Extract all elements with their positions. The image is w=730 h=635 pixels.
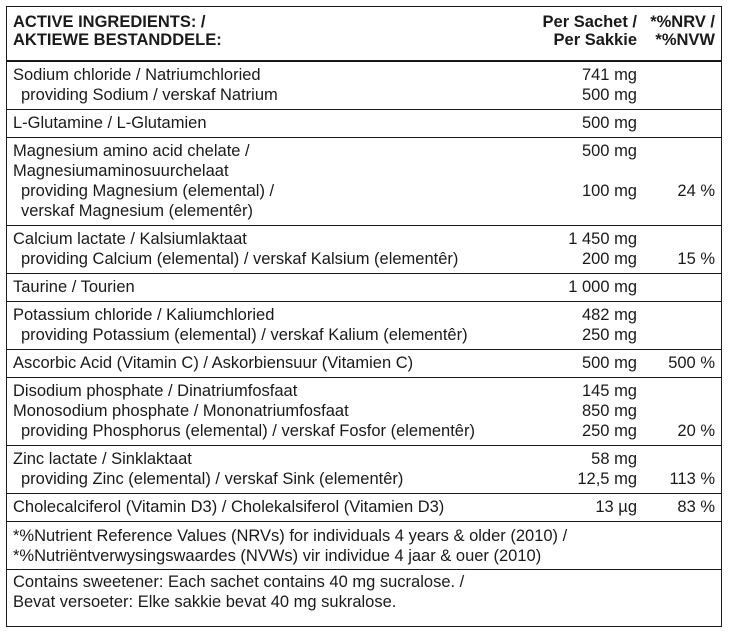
ingredient-name: verskaf Magnesium (elementêr)	[21, 202, 253, 220]
table-row	[7, 378, 721, 446]
ingredient-quantity: 1 450 mg	[568, 230, 637, 248]
table-row-line	[7, 497, 721, 517]
ingredient-nrv: 24 %	[677, 182, 715, 200]
ingredient-name: providing Calcium (elemental) / verskaf Kalsium (elementêr)	[21, 250, 459, 268]
ingredient-name: providing Sodium / verskaf Natrium	[21, 86, 278, 104]
ingredient-nrv: 15 %	[677, 250, 715, 268]
ingredient-quantity: 13 µg	[595, 498, 637, 516]
table-row-line	[7, 113, 721, 133]
nrv-footnote: *%Nutrient Reference Values (NRVs) for individuals 4 years & older (2010) / *%Nutriëntverwysingswaardes (NVWs) vir individue 4 jaar & ouer (2010)	[7, 522, 721, 570]
table-row	[7, 110, 721, 138]
ingredient-nrv: 500 %	[668, 354, 715, 372]
table-row	[7, 302, 721, 350]
table-row	[7, 446, 721, 494]
ingredient-quantity: 500 mg	[581, 142, 637, 160]
ingredient-nrv: 20 %	[677, 422, 715, 440]
ingredient-quantity: 12,5 mg	[577, 470, 637, 488]
header-per-sachet: Per Sachet / Per Sakkie	[542, 13, 637, 49]
table-row	[7, 138, 721, 226]
ingredient-name: Cholecalciferol (Vitamin D3) / Cholekalsiferol (Vitamien D3)	[13, 498, 445, 516]
table-row-line	[7, 229, 721, 249]
ingredients-panel	[6, 6, 722, 627]
ingredient-name: Magnesium amino acid chelate /	[13, 142, 250, 160]
table-row-line	[7, 449, 721, 469]
ingredient-quantity: 500 mg	[581, 114, 637, 132]
ingredient-quantity: 741 mg	[581, 66, 637, 84]
ingredient-name: providing Zinc (elemental) / verskaf Sink (elementêr)	[21, 470, 404, 488]
ingredient-quantity: 100 mg	[581, 182, 637, 200]
ingredient-quantity: 500 mg	[581, 86, 637, 104]
ingredient-name: Calcium lactate / Kalsiumlaktaat	[13, 230, 247, 248]
table-row-line	[7, 65, 721, 85]
ingredient-name: providing Magnesium (elemental) /	[21, 182, 275, 200]
table-row	[7, 62, 721, 110]
table-row-line	[7, 277, 721, 297]
ingredient-quantity: 250 mg	[581, 326, 637, 344]
table-row-line	[7, 181, 721, 201]
table-row-line	[7, 85, 721, 105]
table-row-line	[7, 141, 721, 161]
ingredient-name: Zinc lactate / Sinklaktaat	[13, 450, 192, 468]
ingredient-quantity: 200 mg	[581, 250, 637, 268]
ingredient-quantity: 145 mg	[581, 382, 637, 400]
sweetener-note: Contains sweetener: Each sachet contains 40 mg sucralose. / Bevat versoeter: Elke sakkie bevat 40 mg sukralose.	[13, 573, 465, 611]
table-row-line	[7, 201, 721, 221]
table-row-line	[7, 305, 721, 325]
ingredient-name: providing Phosphorus (elemental) / verskaf Fosfor (elementêr)	[21, 422, 475, 440]
ingredient-name: Taurine / Tourien	[13, 278, 135, 296]
table-row	[7, 226, 721, 274]
ingredient-name: Ascorbic Acid (Vitamin C) / Askorbiensuur (Vitamien C)	[13, 354, 414, 372]
ingredient-quantity: 482 mg	[581, 306, 637, 324]
header-nrv: *%NRV / *%NVW	[650, 13, 715, 49]
ingredient-quantity: 58 mg	[591, 450, 637, 468]
table-row-line	[7, 353, 721, 373]
table-row-line	[7, 421, 721, 441]
ingredient-name: Monosodium phosphate / Mononatriumfosfaat	[13, 402, 349, 420]
table-row-line	[7, 249, 721, 269]
ingredient-name: L-Glutamine / L-Glutamien	[13, 114, 207, 132]
table-row-line	[7, 325, 721, 345]
ingredient-nrv: 83 %	[677, 498, 715, 516]
ingredient-name: Sodium chloride / Natriumchloried	[13, 66, 261, 84]
ingredient-quantity: 850 mg	[581, 402, 637, 420]
ingredient-quantity: 1 000 mg	[568, 278, 637, 296]
table-row	[7, 494, 721, 522]
ingredient-rows	[7, 62, 721, 522]
table-row	[7, 350, 721, 378]
ingredient-name: Magnesiumaminosuurchelaat	[13, 162, 229, 180]
table-row	[7, 274, 721, 302]
ingredient-nrv: 113 %	[669, 470, 715, 488]
ingredient-quantity: 250 mg	[581, 422, 637, 440]
ingredient-name: providing Potassium (elemental) / verskaf Kalium (elementêr)	[21, 326, 468, 344]
ingredient-quantity: 500 mg	[581, 354, 637, 372]
header-ingredients: ACTIVE INGREDIENTS: / AKTIEWE BESTANDDELE:	[13, 13, 222, 49]
ingredient-name: Disodium phosphate / Dinatriumfosfaat	[13, 382, 298, 400]
table-row-line	[7, 401, 721, 421]
table-row-line	[7, 161, 721, 181]
table-row-line	[7, 469, 721, 489]
ingredient-name: Potassium chloride / Kaliumchloried	[13, 306, 275, 324]
table-header	[7, 7, 721, 62]
table-row-line	[7, 381, 721, 401]
